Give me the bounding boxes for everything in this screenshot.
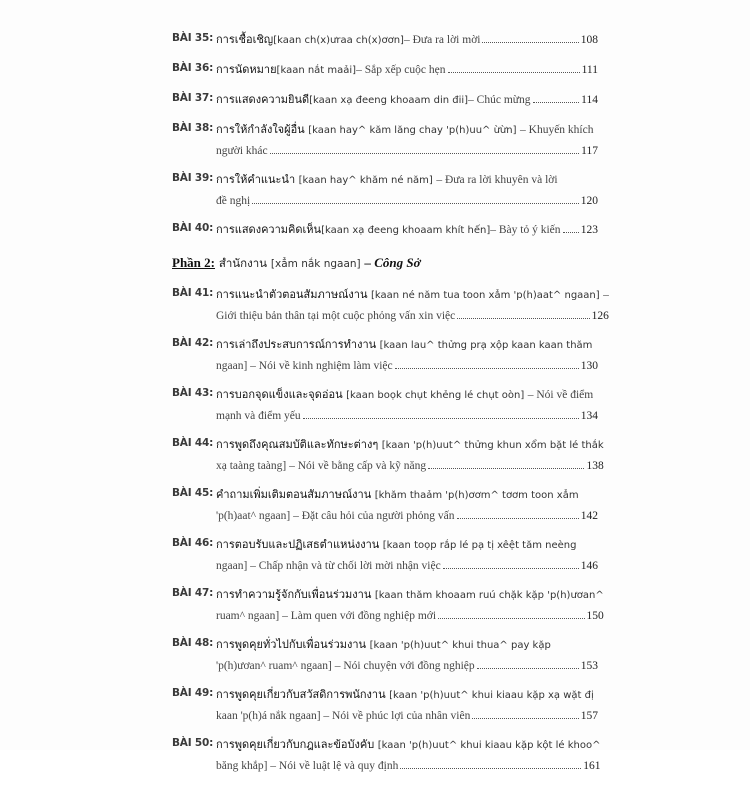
lesson-number: BÀI 50: [172, 737, 214, 749]
toc-entry[interactable] [172, 385, 598, 426]
viet-title-cont: ngaan] – Nói về kinh nghiệm làm việc [216, 360, 393, 372]
toc-entry[interactable] [172, 535, 598, 576]
pronunciation: [kaan hay^ khăm né năm] [298, 175, 433, 186]
viet-title: – Bày tỏ ý kiến [490, 224, 561, 236]
pronunciation: [kaan lau^ thửng prạ xộp kaan kaan thăm [379, 340, 593, 351]
page-number: 114 [581, 94, 598, 106]
page-number: 161 [583, 760, 601, 772]
viet-title-cont: kaan 'p(h)á nắk ngaan] – Nói về phúc lợi của nhân viên [216, 710, 471, 722]
thai-title: การเชื้อเชิญ [216, 33, 274, 46]
lesson-number: BÀI 38: [172, 122, 214, 134]
thai-title: การแสดงความยินดี [216, 93, 310, 106]
toc-section-2 [172, 285, 609, 776]
pronunciation: [kaan 'p(h)uut^ thửng khun xổm bặt lé thắk [381, 440, 604, 451]
entry-text [216, 90, 598, 111]
lesson-number: BÀI 45: [172, 487, 214, 499]
toc-entry[interactable] [172, 635, 598, 676]
thai-title: การแนะนำตัวตอนสัมภาษณ์งาน [216, 288, 368, 301]
dot-leader [472, 717, 578, 719]
page-number: 138 [586, 460, 604, 472]
thai-title: การตอบรับและปฏิเสธตำแหน่งงาน [216, 538, 380, 551]
viet-title-cont: ngaan] – Chấp nhận và từ chối lời mời nhận việc [216, 560, 441, 572]
pronunciation: [kaan boọk chụt khẻng lé chụt oòn] [346, 390, 525, 401]
dot-leader [482, 41, 578, 43]
entry-text [216, 635, 598, 676]
pronunciation: [khăm thaảm 'p(h)ơơm^ tơơm toon xẳm [374, 490, 579, 501]
lesson-number: BÀI 36: [172, 62, 214, 74]
page-number: 117 [581, 145, 598, 157]
dot-leader [443, 567, 579, 569]
part-viet-title: – Công Sở [364, 255, 421, 270]
entry-text [216, 485, 598, 526]
lesson-number: BÀI 37: [172, 92, 214, 104]
dot-leader [533, 101, 580, 103]
toc-entry[interactable] [172, 335, 598, 376]
pronunciation: [kaan toọp rắp lé pạ tị xêệt tăm neèng [382, 540, 577, 551]
page-number: 123 [580, 224, 598, 236]
dot-leader [303, 417, 579, 419]
viet-title: – Đưa ra lời mời [403, 34, 481, 46]
toc-entry[interactable] [172, 30, 598, 51]
entry-text [216, 30, 598, 51]
lesson-number: BÀI 43: [172, 387, 214, 399]
pronunciation: [kaan nắt maải] [276, 65, 357, 76]
lesson-number: BÀI 44: [172, 437, 214, 449]
pronunciation: [kaan 'p(h)uut^ khui kiaau kặp kột lé khoo^ [377, 740, 601, 751]
toc-entry[interactable] [172, 485, 598, 526]
dot-leader [563, 231, 579, 233]
toc-entry[interactable] [172, 220, 598, 241]
lesson-number: BÀI 47: [172, 587, 214, 599]
entry-text [216, 170, 598, 211]
entry-text [216, 735, 601, 776]
thai-title: การพูดคุยทั่วไปกับเพื่อนร่วมงาน [216, 638, 367, 651]
entry-text [216, 585, 604, 626]
part-label: Phần 2: [172, 255, 215, 270]
dot-leader [270, 152, 580, 154]
entry-text [216, 385, 598, 426]
viet-title: – [603, 289, 609, 301]
dot-leader [400, 767, 581, 769]
page-number: 157 [580, 710, 598, 722]
entry-text [216, 220, 598, 241]
table-of-contents [172, 30, 609, 785]
dot-leader [477, 667, 579, 669]
entry-text [216, 285, 609, 326]
viet-title: – Nói về điểm [527, 389, 594, 401]
toc-section-1 [172, 30, 598, 241]
viet-title: – Chúc mừng [468, 94, 531, 106]
page-number: 134 [580, 410, 598, 422]
viet-title-cont: ruam^ ngaan] – Làm quen với đồng nghiệp mới [216, 610, 437, 622]
page-number: 108 [580, 34, 598, 46]
thai-title: คำถามเพิ่มเติมตอนสัมภาษณ์งาน [216, 488, 372, 501]
dot-leader [395, 367, 579, 369]
viet-title-cont: mạnh và điểm yếu [216, 410, 301, 422]
viet-title-cont: đề nghị [216, 195, 251, 207]
page-number: 153 [580, 660, 598, 672]
dot-leader [457, 517, 579, 519]
thai-title: การบอกจุดแข็งและจุดอ่อน [216, 388, 343, 401]
pronunciation: [kaan 'p(h)uut^ khui kiaau kặp xạ wặt đị [389, 690, 594, 701]
viet-title-cont: băng khắp] – Nói về luật lệ và quy định [216, 760, 399, 772]
page-number: 120 [580, 195, 598, 207]
pronunciation: [kaan 'p(h)uut^ khui thua^ pay kặp [369, 640, 551, 651]
part-pronunciation: [xẳm nắk ngaan] [270, 258, 361, 270]
entry-text [216, 120, 598, 161]
lesson-number: BÀI 41: [172, 287, 214, 299]
page-number: 142 [580, 510, 598, 522]
lesson-number: BÀI 39: [172, 172, 214, 184]
page-number: 146 [580, 560, 598, 572]
entry-text [216, 685, 598, 726]
pronunciation: [kaan né năm tua toon xẳm 'p(h)aat^ ngaan] [370, 290, 600, 301]
dot-leader [428, 467, 584, 469]
thai-title: การให้คำแนะนำ [216, 173, 296, 186]
toc-entry[interactable] [172, 120, 598, 161]
thai-title: การเล่าถึงประสบการณ์การทำงาน [216, 338, 377, 351]
pronunciation: [kaan thăm khoaam ruú chặk kặp 'p(h)ươan^ [374, 590, 604, 601]
viet-title: – Khuyến khích [520, 124, 594, 136]
thai-title: การแสดงความคิดเห็น [216, 223, 322, 236]
page-number: 150 [586, 610, 604, 622]
pronunciation: [kaan xạ đeeng khoaam khít hến] [321, 225, 491, 236]
page-number: 130 [580, 360, 598, 372]
page-number: 111 [581, 64, 598, 76]
lesson-number: BÀI 42: [172, 337, 214, 349]
toc-entry[interactable] [172, 685, 598, 726]
dot-leader [252, 202, 579, 204]
viet-title-cont: Giới thiệu bản thân tại một cuộc phỏng vấn xin việc [216, 310, 456, 322]
lesson-number: BÀI 40: [172, 222, 214, 234]
viet-title-cont: 'p(h)aat^ ngaan] – Đặt câu hỏi của người phỏng vấn [216, 510, 455, 522]
toc-entry[interactable] [172, 585, 604, 626]
lesson-number: BÀI 46: [172, 537, 214, 549]
thai-title: การนัดหมาย [216, 63, 277, 76]
pronunciation: [kaan xạ đeeng khoaam din đii] [309, 95, 469, 106]
page-number: 126 [591, 310, 609, 322]
thai-title: การพูดถึงคุณสมบัติและทักษะต่างๆ [216, 438, 379, 451]
viet-title-cont: người khác [216, 145, 268, 157]
toc-entry[interactable] [172, 735, 601, 776]
lesson-number: BÀI 35: [172, 32, 214, 44]
entry-text [216, 60, 598, 81]
thai-title: การทำความรู้จักกับเพื่อนร่วมงาน [216, 588, 372, 601]
lesson-number: BÀI 49: [172, 687, 214, 699]
lesson-number: BÀI 48: [172, 637, 214, 649]
toc-entry[interactable] [172, 90, 598, 111]
entry-text [216, 335, 598, 376]
toc-entry[interactable] [172, 170, 598, 211]
thai-title: การพูดคุยเกี่ยวกับสวัสดิการพนักงาน [216, 688, 386, 701]
toc-entry[interactable] [172, 60, 598, 81]
toc-entry[interactable] [172, 435, 604, 476]
dot-leader [448, 71, 580, 73]
thai-title: การให้กำลังใจผู้อื่น [216, 123, 305, 136]
entry-text [216, 435, 604, 476]
pronunciation: [kaan hay^ kăm lăng chay 'p(h)uu^ ừừn] [308, 125, 517, 136]
entry-text [216, 535, 598, 576]
viet-title: – Đưa ra lời khuyên và lời [436, 174, 558, 186]
part-thai-title: สำนักงาน [218, 256, 268, 270]
toc-entry[interactable] [172, 285, 609, 326]
dot-leader [438, 617, 584, 619]
pronunciation: [kaan ch(x)ưraa ch(x)ơơn] [273, 35, 404, 46]
viet-title-cont: 'p(h)ươan^ ruam^ ngaan] – Nói chuyện với đồng nghiệp [216, 660, 475, 672]
thai-title: การพูดคุยเกี่ยวกับกฎและข้อบังคับ [216, 738, 375, 751]
viet-title: – Sắp xếp cuộc hẹn [356, 64, 446, 76]
part-heading [172, 255, 598, 273]
viet-title-cont: xạ taàng taàng] – Nói về bằng cấp và kỹ năng [216, 460, 427, 472]
dot-leader [457, 317, 589, 319]
